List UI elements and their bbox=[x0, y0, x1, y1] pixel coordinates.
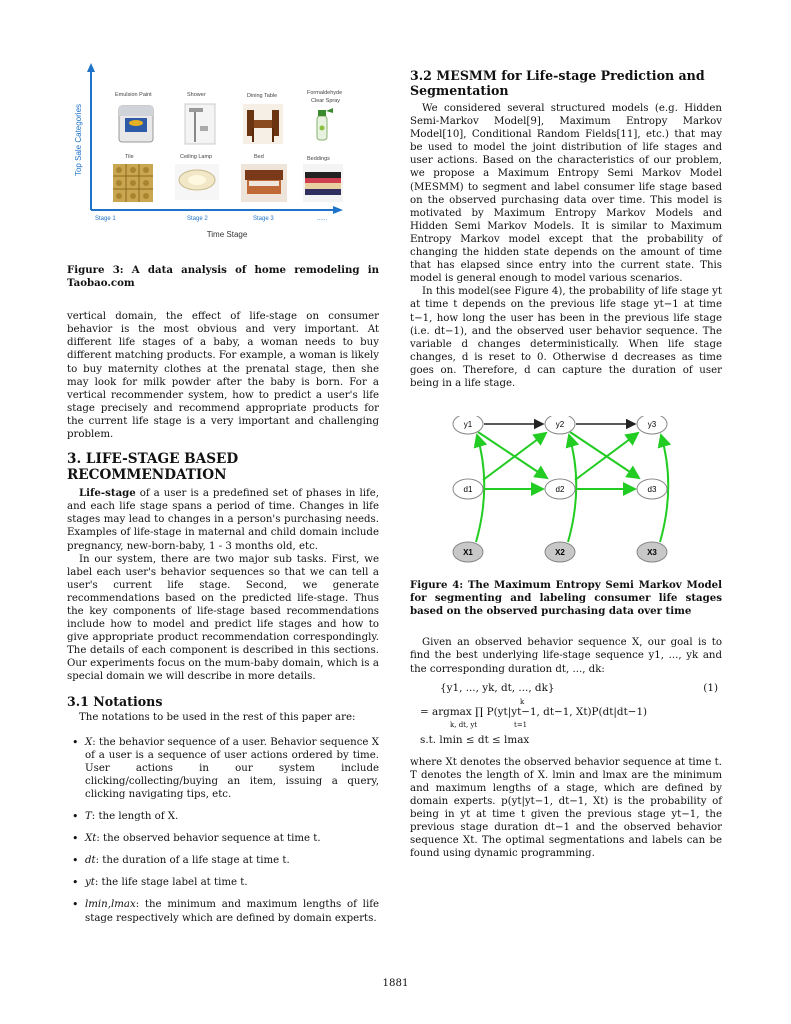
stage-label-2: Stage 2 bbox=[187, 216, 208, 222]
equation-line-3: s.t. lmin ≤ dt ≤ lmax bbox=[420, 733, 530, 746]
tile-image bbox=[113, 164, 153, 202]
section-3-title: 3. LIFE-STAGE BASED RECOMMENDATION bbox=[67, 451, 239, 484]
node-y3 bbox=[637, 416, 667, 434]
paragraph-notations: The notations to be used in the rest of this paper are: bbox=[79, 711, 356, 723]
svg-text:y1: y1 bbox=[463, 420, 473, 430]
svg-text:d1: d1 bbox=[463, 485, 473, 495]
equation-product-lower: t=1 bbox=[514, 720, 528, 729]
node-x3 bbox=[637, 542, 667, 562]
x-axis-label: Time Stage bbox=[206, 230, 248, 239]
item-label-ceiling-lamp: Ceiling Lamp bbox=[180, 154, 213, 160]
left-column bbox=[67, 60, 379, 934]
item-label-bed: Bed bbox=[254, 154, 264, 160]
notation-item: • X: the behavior sequence of a user. Behavior sequence X of a user is a sequence of user actions ordered by time. User actions in our system include clicking/collecting/buying an item, issuing a query, clicking navigating tips, etc. bbox=[67, 736, 379, 801]
page-number: 1881 bbox=[382, 978, 409, 989]
paragraph-given: Given an observed behavior sequence X, our goal is to find the best underlying life-stage sequence y1, ..., yk and the corresponding duration dt, ..., dk: bbox=[410, 637, 722, 675]
stage-label-3: Stage 3 bbox=[253, 216, 274, 222]
node-x2 bbox=[545, 542, 575, 562]
bed-image bbox=[241, 164, 287, 202]
notation-item: • Xt: the observed behavior sequence at time t. bbox=[67, 832, 379, 845]
right-column bbox=[410, 68, 722, 860]
notation-item: • T: the length of X. bbox=[67, 810, 379, 823]
node-d2 bbox=[545, 479, 575, 499]
figure-4-diagram bbox=[410, 416, 722, 571]
paragraph-where: where Xt denotes the observed behavior sequence at time t. T denotes the length of X. lmin and lmax are the minimum and maximum lengths of a stage, which are defined by domain experts. p(yt|yt−1, dt−1, Xt) is the probability of being in yt at time t given the previous stage yt−1, the previous stage duration dt−1 and the observed behavior sequence Xt. The optimal segmentations and labels can be found using dynamic programming. bbox=[410, 756, 722, 860]
y-axis-label: Top Sale Categories bbox=[74, 103, 83, 177]
item-label-shower: Shower bbox=[187, 92, 206, 98]
spray-bottle-image bbox=[317, 108, 333, 140]
item-label-emulsion-paint: Emulsion Paint bbox=[115, 92, 152, 98]
svg-text:d3: d3 bbox=[647, 485, 657, 495]
node-d1 bbox=[453, 479, 483, 499]
notation-item: • dt: the duration of a life stage at time t. bbox=[67, 854, 379, 867]
paragraph-life-stage-body: of a user is a predefined set of phases in life, and each life stage spans a period of time. Changes in life stages may lead to changes in a person's purchasing needs. Examples of life-stage in maternal and child domain include pregnancy, new-born-baby, 1 - 3 months old, etc. bbox=[67, 488, 379, 552]
item-label-tile: Tile bbox=[125, 154, 134, 160]
item-label-beddings: Beddings bbox=[307, 156, 330, 162]
figure-3-chart bbox=[67, 60, 379, 250]
svg-text:X3: X3 bbox=[647, 548, 657, 558]
paragraph-models: We considered several structured models (e.g. Hidden Semi-Markov Model[9], Maximum Entropy Markov Model[10], Conditional Random Fields[11], etc.) that may be used to model the joint distribution of life stages and user actions. Based on the characteristics of our problem, we propose a Maximum Entropy Semi Markov Model (MESMM) to segment and label consumer life stage based on the observed purchasing data over time. This model is motivated by Maximum Entropy Markov Models and Hidden Semi Markov Models. It is similar to Maximum Entropy Markov model except that the probability of changing the hidden state depends on the amount of time that has elapsed since entry into the current state. This model is general enough to model various scenarios. bbox=[410, 103, 722, 285]
paragraph-system: In our system, there are two major sub tasks. First, we label each user's behavior sequences so that we can tell a user's current life stage. Second, we generate recommendations based on the predicted life-stage. Thus the key components of life-stage based recommendations include how to model and predict life stages and how to give appropriate product recommendation correspondingly. The details of each component is described in this sections. Our experiments focus on the mum-baby domain, which is a special domain we will describe in more details. bbox=[67, 553, 379, 683]
item-label-formaldehyde-spray-2: Clear Spray bbox=[311, 98, 341, 104]
node-d3 bbox=[637, 479, 667, 499]
equation-line-1: {y1, ..., yk, dt, ..., dk} bbox=[440, 681, 555, 694]
node-y1 bbox=[453, 416, 483, 434]
equation-argmax-subscript: k, dt, yt bbox=[450, 720, 478, 729]
notation-list bbox=[67, 736, 379, 925]
notation-item: • yt: the life stage label at time t. bbox=[67, 876, 379, 889]
term-life-stage: Life-stage bbox=[79, 487, 136, 500]
node-x1 bbox=[453, 542, 483, 562]
item-label-dining-table: Dining Table bbox=[247, 93, 278, 99]
figure-3 bbox=[67, 60, 379, 250]
y-axis-arrowhead bbox=[87, 63, 95, 72]
svg-text:d2: d2 bbox=[555, 485, 565, 495]
section-3-1-title: 3.1 Notations bbox=[67, 693, 163, 709]
dining-table-image bbox=[243, 104, 283, 144]
figure-4 bbox=[410, 416, 722, 571]
svg-text:y3: y3 bbox=[647, 420, 657, 430]
item-label-formaldehyde-spray: Formaldehyde bbox=[307, 90, 343, 96]
stage-label-1: Stage 1 bbox=[95, 216, 116, 222]
beddings-image bbox=[303, 164, 343, 202]
paragraph-model-description: In this model(see Figure 4), the probability of life stage yt at time t depends on the previous life stage yt−1 at time t−1, how long the user has been in the previous life stage (i.e. dt−1), and the observed user behavior sequence. The variable d changes deterministically. When life stage changes, d is reset to 0. Otherwise d decreases as time goes on. Therefore, d can capture the duration of user being in a life stage. bbox=[410, 286, 722, 389]
shower-image bbox=[185, 104, 215, 144]
svg-text:X1: X1 bbox=[463, 548, 473, 558]
equation-number: (1) bbox=[703, 681, 718, 694]
notation-item: • lmin,lmax: the minimum and maximum lengths of life stage respectively which are defined by domain experts. bbox=[67, 898, 379, 924]
equation-line-2: = argmax ∏ P(yt|yt−1, dt−1, Xt)P(dt|dt−1) bbox=[420, 705, 648, 718]
equation-product-upper: k bbox=[520, 697, 525, 706]
stage-label-more: ...... bbox=[317, 216, 328, 222]
paragraph-vertical-domain: vertical domain, the effect of life-stage on consumer behavior is the most obvious and very important. At different life stages of a baby, a woman needs to buy different matching products. For example, a woman is likely to buy maternity clothes at the prenatal stage, then she may look for milk powder after the baby is born. For a vertical recommender system, how to predict a user's life stage precisely and recommend appropriate products for the current life stage is a very important and challenging problem. bbox=[67, 311, 379, 441]
section-3-2-title: 3.2 MESMM for Life-stage Prediction and Segmentation bbox=[410, 68, 705, 98]
node-y2 bbox=[545, 416, 575, 434]
paragraph-life-stage bbox=[67, 487, 379, 552]
paint-bucket-image bbox=[119, 106, 153, 142]
svg-text:X2: X2 bbox=[555, 548, 565, 558]
svg-text:y2: y2 bbox=[555, 420, 565, 430]
equation-1 bbox=[410, 682, 722, 752]
x-axis-arrowhead bbox=[333, 206, 343, 214]
ceiling-lamp-image bbox=[175, 164, 219, 200]
figure-3-caption: Figure 3: A data analysis of home remodeling in Taobao.com bbox=[67, 264, 379, 290]
figure-4-caption: Figure 4: The Maximum Entropy Semi Markov Model for segmenting and labeling consumer life stages based on the observed purchasing data over time bbox=[410, 579, 722, 618]
